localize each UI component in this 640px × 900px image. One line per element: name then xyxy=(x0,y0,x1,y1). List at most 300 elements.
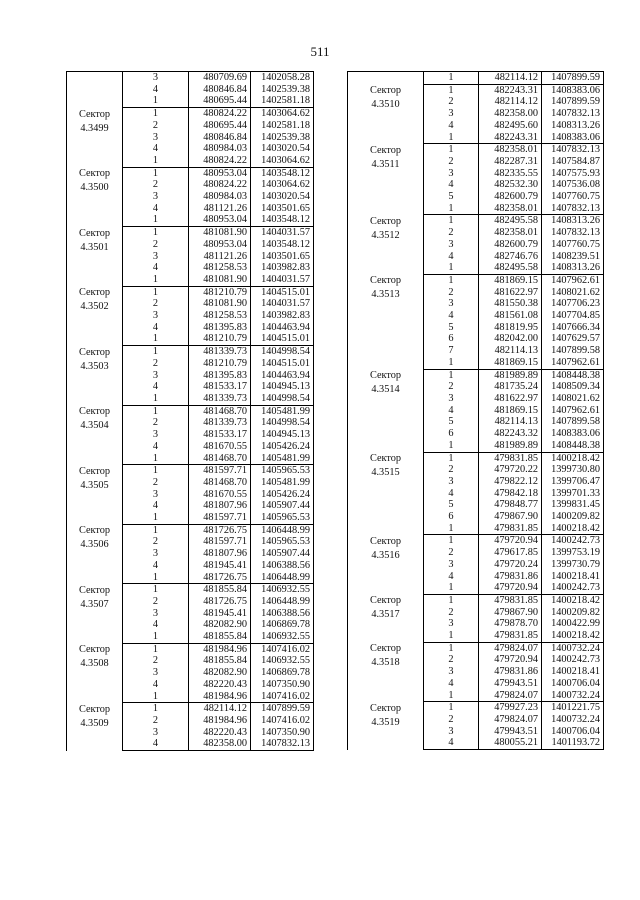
x-coordinate: 479720.24 xyxy=(479,559,542,571)
sector-label xyxy=(348,274,424,369)
sector-label xyxy=(348,642,424,702)
sector-name: Сектор xyxy=(369,595,402,607)
sector-number: 4.3502 xyxy=(80,301,109,313)
x-coordinate: 481726.75 xyxy=(189,524,251,536)
x-coordinate: 481081.90 xyxy=(189,298,251,310)
x-coordinate: 482358.00 xyxy=(479,108,542,120)
sector-name: Сектор xyxy=(78,108,111,120)
x-coordinate: 480695.44 xyxy=(189,95,251,107)
y-coordinate: 1403020.54 xyxy=(251,143,314,155)
point-number: 4 xyxy=(424,488,479,500)
sector-label xyxy=(67,643,123,703)
sector-name: Сектор xyxy=(369,702,402,714)
x-coordinate: 482495.60 xyxy=(479,120,542,132)
x-coordinate: 482358.01 xyxy=(479,144,542,156)
y-coordinate: 1400218.41 xyxy=(542,666,604,678)
x-coordinate: 481121.26 xyxy=(189,203,251,215)
point-number: 1 xyxy=(123,286,189,298)
sector-name: Сектор xyxy=(369,370,402,382)
y-coordinate: 1403064.62 xyxy=(251,179,314,191)
point-number: 4 xyxy=(123,322,189,334)
x-coordinate: 480846.84 xyxy=(189,84,251,96)
point-number: 5 xyxy=(424,416,479,428)
table-row xyxy=(67,465,314,477)
point-number: 3 xyxy=(424,298,479,310)
y-coordinate: 1408313.26 xyxy=(542,262,604,274)
sector-name: Сектор xyxy=(78,465,111,477)
x-coordinate: 481984.96 xyxy=(189,715,251,727)
y-coordinate: 1407584.87 xyxy=(542,156,604,168)
point-number: 3 xyxy=(424,726,479,738)
x-coordinate: 481550.38 xyxy=(479,298,542,310)
sector-label xyxy=(348,535,424,595)
y-coordinate: 1403548.12 xyxy=(251,167,314,179)
y-coordinate: 1403020.54 xyxy=(251,191,314,203)
point-number: 1 xyxy=(123,274,189,286)
x-coordinate: 481597.71 xyxy=(189,512,251,524)
point-number: 2 xyxy=(123,655,189,667)
point-number: 2 xyxy=(424,654,479,666)
point-number: 1 xyxy=(123,643,189,655)
point-number: 1 xyxy=(424,452,479,464)
x-coordinate: 479878.70 xyxy=(479,618,542,630)
sector-label xyxy=(67,72,123,108)
page-number: 511 xyxy=(310,44,330,59)
y-coordinate: 1400422.99 xyxy=(542,618,604,630)
y-coordinate: 1400218.41 xyxy=(542,571,604,583)
x-coordinate: 482114.13 xyxy=(479,416,542,428)
point-number: 2 xyxy=(424,607,479,619)
y-coordinate: 1405481.99 xyxy=(251,453,314,465)
x-coordinate: 479822.12 xyxy=(479,476,542,488)
x-coordinate: 481533.17 xyxy=(189,429,251,441)
point-number: 1 xyxy=(424,642,479,654)
point-number: 4 xyxy=(123,203,189,215)
y-coordinate: 1403982.83 xyxy=(251,262,314,274)
sector-number: 4.3508 xyxy=(80,658,109,670)
point-number: 1 xyxy=(123,465,189,477)
point-number: 4 xyxy=(123,84,189,96)
point-number: 7 xyxy=(424,345,479,357)
point-number: 4 xyxy=(123,500,189,512)
point-number: 1 xyxy=(424,523,479,535)
y-coordinate: 1404998.54 xyxy=(251,393,314,405)
sector-name: Сектор xyxy=(369,275,402,287)
y-coordinate: 1407666.34 xyxy=(542,322,604,334)
coordinates-table-left xyxy=(66,71,314,751)
table-row xyxy=(67,584,314,596)
point-number: 1 xyxy=(123,108,189,120)
sector-number: 4.3499 xyxy=(80,122,109,134)
sector-label xyxy=(67,524,123,584)
x-coordinate: 482243.31 xyxy=(479,84,542,96)
sector-label xyxy=(348,369,424,452)
y-coordinate: 1402539.38 xyxy=(251,84,314,96)
y-coordinate: 1404463.94 xyxy=(251,322,314,334)
table-row xyxy=(67,108,314,120)
y-coordinate: 1408383.06 xyxy=(542,84,604,96)
x-coordinate: 480709.69 xyxy=(189,72,251,84)
point-number: 5 xyxy=(424,499,479,511)
sector-label xyxy=(67,286,123,346)
table-row xyxy=(348,594,604,606)
y-coordinate: 1400706.04 xyxy=(542,726,604,738)
x-coordinate: 482532.30 xyxy=(479,179,542,191)
y-coordinate: 1405481.99 xyxy=(251,405,314,417)
x-coordinate: 481468.70 xyxy=(189,405,251,417)
point-number: 4 xyxy=(424,251,479,263)
x-coordinate: 481258.53 xyxy=(189,262,251,274)
point-number: 1 xyxy=(123,227,189,239)
point-number: 1 xyxy=(424,72,479,85)
sector-label xyxy=(348,144,424,215)
sector-number: 4.3513 xyxy=(371,289,400,301)
x-coordinate: 479867.90 xyxy=(479,607,542,619)
y-coordinate: 1408448.38 xyxy=(542,440,604,452)
x-coordinate: 480984.03 xyxy=(189,191,251,203)
point-number: 1 xyxy=(123,346,189,358)
x-coordinate: 482287.31 xyxy=(479,156,542,168)
y-coordinate: 1407760.75 xyxy=(542,239,604,251)
point-number: 4 xyxy=(424,179,479,191)
point-number: 4 xyxy=(123,262,189,274)
y-coordinate: 1403501.65 xyxy=(251,251,314,263)
x-coordinate: 481121.26 xyxy=(189,251,251,263)
point-number: 4 xyxy=(424,310,479,322)
x-coordinate: 482495.58 xyxy=(479,215,542,227)
x-coordinate: 481622.97 xyxy=(479,393,542,405)
x-coordinate: 481597.71 xyxy=(189,465,251,477)
x-coordinate: 481855.84 xyxy=(189,584,251,596)
y-coordinate: 1407899.58 xyxy=(542,416,604,428)
point-number: 1 xyxy=(424,215,479,227)
x-coordinate: 480846.84 xyxy=(189,132,251,144)
y-coordinate: 1407706.23 xyxy=(542,298,604,310)
x-coordinate: 482114.12 xyxy=(479,72,542,85)
x-coordinate: 481945.41 xyxy=(189,608,251,620)
point-number: 3 xyxy=(123,727,189,739)
y-coordinate: 1403064.62 xyxy=(251,155,314,167)
x-coordinate: 481819.95 xyxy=(479,322,542,334)
point-number: 1 xyxy=(123,572,189,584)
y-coordinate: 1407832.13 xyxy=(542,144,604,156)
point-number: 6 xyxy=(424,511,479,523)
y-coordinate: 1408383.06 xyxy=(542,132,604,144)
sector-label xyxy=(67,108,123,168)
sector-number: 4.3515 xyxy=(371,467,400,478)
x-coordinate: 480953.04 xyxy=(189,239,251,251)
y-coordinate: 1400732.24 xyxy=(542,714,604,726)
sector-number: 4.3501 xyxy=(80,241,109,253)
sector-label xyxy=(348,84,424,144)
point-number: 1 xyxy=(123,95,189,107)
point-number: 3 xyxy=(424,666,479,678)
point-number: 4 xyxy=(424,737,479,749)
point-number: 3 xyxy=(123,191,189,203)
x-coordinate: 482243.32 xyxy=(479,428,542,440)
sector-number: 4.3507 xyxy=(80,598,109,610)
x-coordinate: 480984.03 xyxy=(189,143,251,155)
point-number: 4 xyxy=(123,143,189,155)
x-coordinate: 481670.55 xyxy=(189,489,251,501)
x-coordinate: 481210.79 xyxy=(189,358,251,370)
x-coordinate: 479831.85 xyxy=(479,452,542,464)
point-number: 1 xyxy=(123,393,189,405)
y-coordinate: 1400242.73 xyxy=(542,654,604,666)
x-coordinate: 481984.96 xyxy=(189,643,251,655)
y-coordinate: 1406932.55 xyxy=(251,584,314,596)
point-number: 3 xyxy=(123,489,189,501)
y-coordinate: 1408509.34 xyxy=(542,381,604,393)
y-coordinate: 1403982.83 xyxy=(251,310,314,322)
x-coordinate: 480953.04 xyxy=(189,214,251,226)
y-coordinate: 1408448.38 xyxy=(542,369,604,381)
x-coordinate: 481670.55 xyxy=(189,441,251,453)
y-coordinate: 1407536.08 xyxy=(542,179,604,191)
x-coordinate: 480953.04 xyxy=(189,167,251,179)
point-number: 1 xyxy=(123,584,189,596)
point-number: 1 xyxy=(424,144,479,156)
y-coordinate: 1407629.57 xyxy=(542,333,604,345)
y-coordinate: 1405965.53 xyxy=(251,512,314,524)
y-coordinate: 1400242.73 xyxy=(542,582,604,594)
x-coordinate: 481395.83 xyxy=(189,322,251,334)
y-coordinate: 1407832.13 xyxy=(251,738,314,750)
sector-number: 4.3514 xyxy=(371,384,400,396)
table-row xyxy=(67,643,314,655)
point-number: 3 xyxy=(123,667,189,679)
x-coordinate: 479831.85 xyxy=(479,630,542,642)
sector-label xyxy=(67,405,123,465)
y-coordinate: 1400209.82 xyxy=(542,607,604,619)
y-coordinate: 1406388.56 xyxy=(251,560,314,572)
x-coordinate: 481339.73 xyxy=(189,393,251,405)
sector-number: 4.3519 xyxy=(371,716,400,728)
x-coordinate: 479848.77 xyxy=(479,499,542,511)
x-coordinate: 481561.08 xyxy=(479,310,542,322)
y-coordinate: 1399730.80 xyxy=(542,464,604,476)
point-number: 1 xyxy=(424,274,479,286)
point-number: 1 xyxy=(424,262,479,274)
table-row xyxy=(348,274,604,286)
sector-number: 4.3509 xyxy=(80,717,109,729)
y-coordinate: 1404515.01 xyxy=(251,286,314,298)
y-coordinate: 1399706.47 xyxy=(542,476,604,488)
table-row xyxy=(67,405,314,417)
y-coordinate: 1400706.04 xyxy=(542,678,604,690)
point-number: 4 xyxy=(123,679,189,691)
x-coordinate: 482600.79 xyxy=(479,239,542,251)
sector-label xyxy=(67,346,123,406)
y-coordinate: 1399831.45 xyxy=(542,499,604,511)
table-row xyxy=(348,642,604,654)
point-number: 2 xyxy=(424,464,479,476)
point-number: 4 xyxy=(123,441,189,453)
point-number: 1 xyxy=(123,703,189,715)
point-number: 4 xyxy=(123,738,189,750)
x-coordinate: 481989.89 xyxy=(479,369,542,381)
sector-name: Сектор xyxy=(78,346,111,358)
x-coordinate: 482358.01 xyxy=(479,203,542,215)
point-number: 1 xyxy=(424,84,479,96)
y-coordinate: 1407416.02 xyxy=(251,715,314,727)
y-coordinate: 1408313.26 xyxy=(542,215,604,227)
y-coordinate: 1405965.53 xyxy=(251,536,314,548)
sector-name: Сектор xyxy=(369,85,402,97)
x-coordinate: 481807.96 xyxy=(189,548,251,560)
y-coordinate: 1407704.85 xyxy=(542,310,604,322)
point-number: 1 xyxy=(424,582,479,594)
point-number: 1 xyxy=(123,512,189,524)
y-coordinate: 1405907.44 xyxy=(251,548,314,560)
point-number: 1 xyxy=(424,535,479,547)
y-coordinate: 1407962.61 xyxy=(542,357,604,369)
y-coordinate: 1404031.57 xyxy=(251,298,314,310)
point-number: 1 xyxy=(123,631,189,643)
point-number: 2 xyxy=(123,596,189,608)
x-coordinate: 480055.21 xyxy=(479,737,542,749)
sector-name: Сектор xyxy=(78,227,111,239)
point-number: 3 xyxy=(424,559,479,571)
sector-label xyxy=(67,227,123,287)
x-coordinate: 479943.51 xyxy=(479,678,542,690)
sector-label xyxy=(67,584,123,644)
x-coordinate: 481855.84 xyxy=(189,655,251,667)
sector-label xyxy=(348,72,424,85)
point-number: 1 xyxy=(123,691,189,703)
y-coordinate: 1404945.13 xyxy=(251,429,314,441)
point-number: 3 xyxy=(424,618,479,630)
x-coordinate: 479720.22 xyxy=(479,464,542,476)
y-coordinate: 1402581.18 xyxy=(251,120,314,132)
y-coordinate: 1407832.13 xyxy=(542,108,604,120)
sector-number: 4.3511 xyxy=(371,158,400,170)
x-coordinate: 479824.07 xyxy=(479,690,542,702)
y-coordinate: 1400732.24 xyxy=(542,690,604,702)
point-number: 2 xyxy=(123,179,189,191)
point-number: 1 xyxy=(424,690,479,702)
y-coordinate: 1405481.99 xyxy=(251,477,314,489)
y-coordinate: 1407350.90 xyxy=(251,727,314,739)
sector-name: Сектор xyxy=(369,215,402,227)
x-coordinate: 482746.76 xyxy=(479,251,542,263)
sector-number: 4.3503 xyxy=(80,360,109,372)
point-number: 4 xyxy=(424,678,479,690)
table-row xyxy=(348,452,604,464)
point-number: 5 xyxy=(424,191,479,203)
sector-number: 4.3506 xyxy=(80,539,109,551)
x-coordinate: 481989.89 xyxy=(479,440,542,452)
point-number: 1 xyxy=(424,702,479,714)
x-coordinate: 481945.41 xyxy=(189,560,251,572)
x-coordinate: 482220.43 xyxy=(189,727,251,739)
x-coordinate: 481855.84 xyxy=(189,631,251,643)
x-coordinate: 482600.79 xyxy=(479,191,542,203)
x-coordinate: 481081.90 xyxy=(189,227,251,239)
y-coordinate: 1405965.53 xyxy=(251,465,314,477)
x-coordinate: 481869.15 xyxy=(479,357,542,369)
table-row xyxy=(67,703,314,715)
table-row xyxy=(67,346,314,358)
point-number: 4 xyxy=(123,560,189,572)
sector-name: Сектор xyxy=(78,644,111,656)
y-coordinate: 1407899.59 xyxy=(542,72,604,85)
y-coordinate: 1407832.13 xyxy=(542,227,604,239)
x-coordinate: 480695.44 xyxy=(189,120,251,132)
x-coordinate: 481807.96 xyxy=(189,500,251,512)
y-coordinate: 1400218.42 xyxy=(542,523,604,535)
point-number: 3 xyxy=(123,72,189,84)
x-coordinate: 481395.83 xyxy=(189,370,251,382)
sector-name: Сектор xyxy=(78,168,111,180)
y-coordinate: 1400209.82 xyxy=(542,511,604,523)
table-row xyxy=(67,524,314,536)
y-coordinate: 1403064.62 xyxy=(251,108,314,120)
point-number: 3 xyxy=(123,132,189,144)
point-number: 2 xyxy=(424,227,479,239)
point-number: 2 xyxy=(424,547,479,559)
point-number: 5 xyxy=(424,322,479,334)
y-coordinate: 1403548.12 xyxy=(251,239,314,251)
x-coordinate: 482114.13 xyxy=(479,345,542,357)
x-coordinate: 479831.86 xyxy=(479,666,542,678)
point-number: 1 xyxy=(424,203,479,215)
point-number: 3 xyxy=(424,393,479,405)
y-coordinate: 1402058.28 xyxy=(251,72,314,84)
point-number: 2 xyxy=(424,96,479,108)
y-coordinate: 1408313.26 xyxy=(542,120,604,132)
x-coordinate: 482243.31 xyxy=(479,132,542,144)
point-number: 3 xyxy=(424,239,479,251)
sector-name: Сектор xyxy=(369,453,402,464)
sector-name: Сектор xyxy=(369,144,402,156)
sector-number: 4.3504 xyxy=(80,420,109,432)
x-coordinate: 481210.79 xyxy=(189,286,251,298)
y-coordinate: 1400218.42 xyxy=(542,594,604,606)
x-coordinate: 481258.53 xyxy=(189,310,251,322)
point-number: 2 xyxy=(424,156,479,168)
x-coordinate: 482495.58 xyxy=(479,262,542,274)
y-coordinate: 1406448.99 xyxy=(251,572,314,584)
point-number: 2 xyxy=(123,120,189,132)
x-coordinate: 479824.07 xyxy=(479,642,542,654)
point-number: 3 xyxy=(424,476,479,488)
point-number: 1 xyxy=(424,132,479,144)
table-row xyxy=(348,535,604,547)
point-number: 2 xyxy=(123,477,189,489)
y-coordinate: 1402539.38 xyxy=(251,132,314,144)
x-coordinate: 480824.22 xyxy=(189,155,251,167)
y-coordinate: 1401221.75 xyxy=(542,702,604,714)
y-coordinate: 1404031.57 xyxy=(251,227,314,239)
table-row xyxy=(67,286,314,298)
point-number: 1 xyxy=(123,453,189,465)
x-coordinate: 481081.90 xyxy=(189,274,251,286)
x-coordinate: 481597.71 xyxy=(189,536,251,548)
y-coordinate: 1407899.59 xyxy=(251,703,314,715)
point-number: 1 xyxy=(424,357,479,369)
sector-name: Сектор xyxy=(369,643,402,655)
x-coordinate: 481869.15 xyxy=(479,274,542,286)
sector-name: Сектор xyxy=(78,584,111,596)
coordinates-table-right xyxy=(347,71,604,750)
y-coordinate: 1399753.19 xyxy=(542,547,604,559)
x-coordinate: 481468.70 xyxy=(189,453,251,465)
x-coordinate: 481533.17 xyxy=(189,381,251,393)
point-number: 3 xyxy=(424,108,479,120)
x-coordinate: 481210.79 xyxy=(189,333,251,345)
table-row xyxy=(348,369,604,381)
